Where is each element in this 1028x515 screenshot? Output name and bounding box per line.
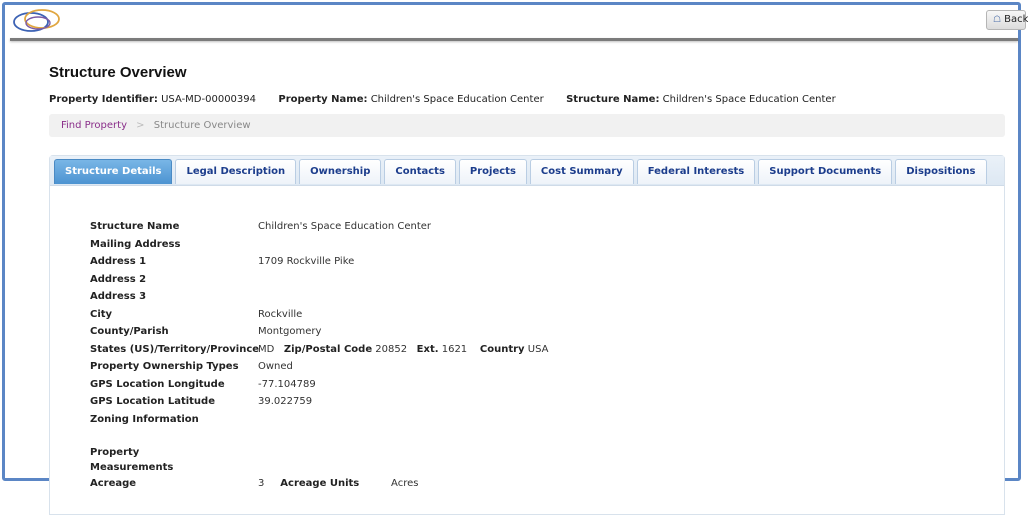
state-zip-ext-country <box>258 341 548 358</box>
breadcrumb-find-property[interactable]: Find Property <box>61 120 127 131</box>
zoning-label: Zoning Information <box>90 413 199 425</box>
state-value: MD <box>258 343 275 355</box>
tab-support-documents[interactable]: Support Documents <box>758 159 892 184</box>
acreage-group <box>258 475 418 492</box>
tab-cost-summary[interactable]: Cost Summary <box>530 159 634 184</box>
measurements-heading-2: Measurements <box>90 462 174 473</box>
longitude-value: -77.104789 <box>258 378 316 390</box>
address1-label: Address 1 <box>90 256 147 267</box>
back-button[interactable] <box>986 10 1026 30</box>
property-name-label: Property Name: <box>278 94 368 105</box>
structure-name-field-label: Structure Name <box>90 221 180 232</box>
tab-dispositions[interactable]: Dispositions <box>895 159 986 184</box>
property-identifier-label: Property Identifier: <box>49 94 158 105</box>
acreage-units-value: Acres <box>391 478 419 489</box>
home-icon: ☖ <box>993 15 1002 25</box>
tab-contacts[interactable]: Contacts <box>384 159 456 184</box>
logo-rings-icon <box>11 8 69 34</box>
acreage-value: 3 <box>258 478 265 489</box>
structure-panel <box>49 155 1005 515</box>
back-label: Back <box>1004 14 1028 25</box>
property-summary <box>49 94 836 105</box>
ext-value: 1621 <box>441 343 468 355</box>
county-value: Montgomery <box>258 326 322 337</box>
city-label: City <box>90 308 113 320</box>
tab-legal-description[interactable]: Legal Description <box>175 159 296 184</box>
structure-name-value: Children's Space Education Center <box>662 94 836 105</box>
page-title: Structure Overview <box>49 64 187 81</box>
tab-ownership[interactable]: Ownership <box>299 159 381 184</box>
address3-label: Address 3 <box>90 291 147 302</box>
longitude-label: GPS Location Longitude <box>90 378 225 390</box>
country-label: Country <box>479 343 525 355</box>
state-label: States (US)/Territory/Province <box>90 343 260 355</box>
ownership-types-label: Property Ownership Types <box>90 361 239 372</box>
mailing-address-label: Mailing Address <box>90 238 181 250</box>
ext-label: Ext. <box>416 343 439 355</box>
address2-label: Address 2 <box>90 273 147 285</box>
app-frame <box>2 2 1028 489</box>
latitude-value: 39.022759 <box>258 396 313 407</box>
tab-federal-interests[interactable]: Federal Interests <box>637 159 756 184</box>
county-label: County/Parish <box>90 326 169 337</box>
tab-projects[interactable]: Projects <box>459 159 527 184</box>
ownership-types-value: Owned <box>258 361 293 372</box>
property-name-value: Children's Space Education Center <box>370 94 544 105</box>
structure-name-label: Structure Name: <box>566 94 660 105</box>
main-content <box>5 41 1018 489</box>
address1-value: 1709 Rockville Pike <box>258 256 355 267</box>
measurements-heading-1: Property <box>90 447 140 458</box>
country-value: USA <box>527 343 549 355</box>
tab-bar <box>50 156 1004 186</box>
structure-name-field-value: Children's Space Education Center <box>258 221 432 232</box>
zip-value: 20852 <box>375 343 408 355</box>
latitude-label: GPS Location Latitude <box>90 396 215 407</box>
top-bar <box>5 5 1028 38</box>
city-value: Rockville <box>258 308 303 320</box>
breadcrumb-current: Structure Overview <box>153 120 251 131</box>
tab-list <box>54 159 990 184</box>
breadcrumb <box>49 114 1005 137</box>
acreage-units-label: Acreage Units <box>280 478 360 489</box>
tab-structure-details[interactable]: Structure Details <box>54 159 172 184</box>
acreage-label: Acreage <box>90 478 137 489</box>
zip-label: Zip/Postal Code <box>283 343 373 355</box>
property-identifier-value: USA-MD-00000394 <box>161 94 257 105</box>
breadcrumb-separator: > <box>136 120 145 131</box>
